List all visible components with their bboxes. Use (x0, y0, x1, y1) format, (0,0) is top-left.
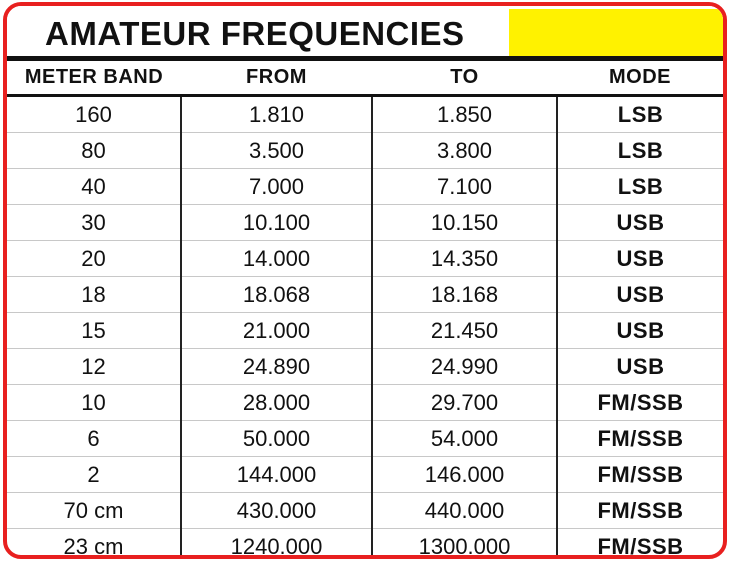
cell-band: 40 (7, 169, 181, 205)
cell-band: 12 (7, 349, 181, 385)
table-row (7, 493, 723, 529)
cell-from: 18.068 (181, 277, 372, 313)
table-row (7, 385, 723, 421)
cell-from: 1.810 (181, 96, 372, 133)
cell-from: 14.000 (181, 241, 372, 277)
cell-to: 146.000 (372, 457, 557, 493)
table-row (7, 133, 723, 169)
cell-band: 160 (7, 96, 181, 133)
frequency-card (3, 2, 727, 559)
column-header-mode: MODE (557, 61, 723, 96)
cell-from: 50.000 (181, 421, 372, 457)
cell-mode: LSB (557, 169, 723, 205)
cell-to: 10.150 (372, 205, 557, 241)
cell-band: 6 (7, 421, 181, 457)
cell-to: 14.350 (372, 241, 557, 277)
cell-band: 20 (7, 241, 181, 277)
cell-to: 7.100 (372, 169, 557, 205)
cell-mode: FM/SSB (557, 385, 723, 421)
cell-mode: LSB (557, 133, 723, 169)
cell-band: 2 (7, 457, 181, 493)
cell-mode: FM/SSB (557, 457, 723, 493)
cell-from: 144.000 (181, 457, 372, 493)
cell-band: 15 (7, 313, 181, 349)
cell-from: 28.000 (181, 385, 372, 421)
table-row (7, 421, 723, 457)
cell-band: 18 (7, 277, 181, 313)
cell-to: 21.450 (372, 313, 557, 349)
table-body (7, 96, 723, 560)
cell-to: 1.850 (372, 96, 557, 133)
cell-from: 7.000 (181, 169, 372, 205)
cell-mode: USB (557, 241, 723, 277)
table-row (7, 169, 723, 205)
table-row (7, 241, 723, 277)
cell-to: 29.700 (372, 385, 557, 421)
cell-from: 430.000 (181, 493, 372, 529)
table-row (7, 96, 723, 133)
table-row (7, 313, 723, 349)
cell-mode: FM/SSB (557, 493, 723, 529)
cell-mode: FM/SSB (597, 533, 684, 559)
page-title: AMATEUR FREQUENCIES (45, 15, 465, 52)
cell-to: 1300.000 (372, 529, 557, 560)
table-row (7, 457, 723, 493)
frequency-table (7, 61, 723, 559)
table-row (7, 529, 723, 560)
cell-from: 21.000 (181, 313, 372, 349)
cell-to: 18.168 (372, 277, 557, 313)
cell-band: 80 (7, 133, 181, 169)
table-row (7, 349, 723, 385)
cell-to: 54.000 (372, 421, 557, 457)
table-row (7, 277, 723, 313)
cell-band: 30 (7, 205, 181, 241)
cell-from: 1240.000 (181, 529, 372, 560)
cell-mode: USB (557, 277, 723, 313)
cell-from: 10.100 (181, 205, 372, 241)
cell-band: 10 (7, 385, 181, 421)
cell-from: 3.500 (181, 133, 372, 169)
column-header-to: TO (372, 61, 557, 96)
cell-band: 23 cm (7, 529, 181, 560)
cell-to: 440.000 (372, 493, 557, 529)
cell-from: 24.890 (181, 349, 372, 385)
cell-mode: USB (557, 205, 723, 241)
column-header-band: METER BAND (7, 61, 181, 96)
yellow-accent-block (509, 9, 727, 57)
cell-band: 70 cm (7, 493, 181, 529)
cell-mode: USB (557, 313, 723, 349)
column-header-from: FROM (181, 61, 372, 96)
card-header (7, 6, 723, 58)
cell-mode: FM/SSB (557, 421, 723, 457)
cell-to: 3.800 (372, 133, 557, 169)
cell-to: 24.990 (372, 349, 557, 385)
table-header-row (7, 61, 723, 96)
cell-mode: USB (557, 349, 723, 385)
table-row (7, 205, 723, 241)
cell-mode: LSB (557, 96, 723, 133)
